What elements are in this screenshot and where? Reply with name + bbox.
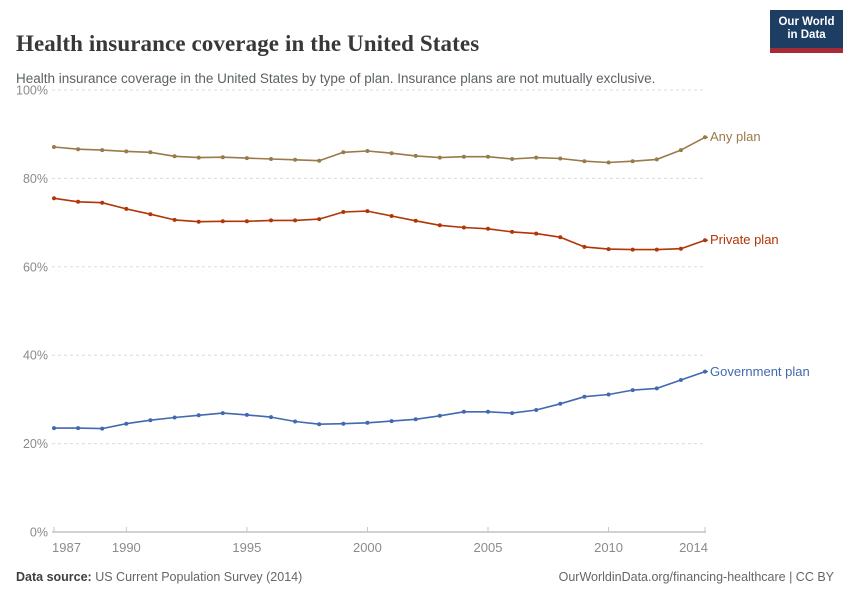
chart-subtitle: Health insurance coverage in the United States by type of plan. Insurance plans are not mutually exclusive. bbox=[16, 70, 656, 86]
data-point-any-plan bbox=[655, 157, 659, 161]
x-axis-tick-label: 2010 bbox=[594, 540, 624, 555]
y-axis-tick-label: 60% bbox=[22, 260, 48, 275]
x-axis-tick-label: 2000 bbox=[352, 540, 382, 555]
owid-logo-text-line2: in Data bbox=[787, 29, 826, 41]
data-point-any-plan bbox=[341, 150, 345, 154]
data-point-private-plan bbox=[52, 196, 56, 200]
x-axis-tick-label: 2014 bbox=[679, 540, 708, 555]
data-point-government-plan bbox=[462, 410, 466, 414]
data-point-any-plan bbox=[197, 156, 201, 160]
data-point-any-plan bbox=[76, 147, 80, 151]
data-point-any-plan bbox=[221, 155, 225, 159]
data-source-text: US Current Population Survey (2014) bbox=[91, 570, 303, 584]
data-point-government-plan bbox=[197, 413, 201, 417]
data-point-government-plan bbox=[245, 413, 249, 417]
data-point-government-plan bbox=[365, 421, 369, 425]
data-point-private-plan bbox=[414, 219, 418, 223]
data-point-any-plan bbox=[558, 157, 562, 161]
data-source-label: Data source: bbox=[16, 570, 92, 584]
data-point-government-plan bbox=[558, 402, 562, 406]
chart-footer bbox=[16, 569, 834, 587]
chart-title: Health insurance coverage in the United States bbox=[16, 31, 480, 57]
line-chart bbox=[0, 80, 850, 560]
data-point-private-plan bbox=[100, 201, 104, 205]
owid-logo bbox=[770, 10, 843, 53]
data-point-private-plan bbox=[341, 210, 345, 214]
data-point-any-plan bbox=[52, 145, 56, 149]
data-point-any-plan bbox=[148, 150, 152, 154]
data-point-private-plan bbox=[534, 232, 538, 236]
data-point-any-plan bbox=[245, 156, 249, 160]
data-point-any-plan bbox=[679, 148, 683, 152]
data-point-government-plan bbox=[534, 408, 538, 412]
data-point-any-plan bbox=[173, 154, 177, 158]
data-point-government-plan bbox=[582, 395, 586, 399]
x-axis-tick-label: 2005 bbox=[473, 540, 503, 555]
y-axis-tick-label: 20% bbox=[22, 437, 48, 452]
data-point-private-plan bbox=[558, 235, 562, 239]
owid-logo-text-line1: Our World bbox=[778, 16, 835, 28]
series-label-any-plan: Any plan bbox=[710, 129, 761, 145]
data-point-government-plan bbox=[341, 422, 345, 426]
data-point-government-plan bbox=[293, 420, 297, 424]
data-point-private-plan bbox=[293, 218, 297, 222]
data-point-any-plan bbox=[124, 149, 128, 153]
data-point-government-plan bbox=[414, 417, 418, 421]
data-point-government-plan bbox=[269, 415, 273, 419]
data-point-any-plan bbox=[438, 156, 442, 160]
data-point-government-plan bbox=[317, 422, 321, 426]
x-axis-tick-label: 1987 bbox=[52, 540, 81, 555]
y-axis-tick-label: 80% bbox=[22, 171, 48, 186]
data-point-any-plan bbox=[582, 159, 586, 163]
data-point-any-plan bbox=[462, 155, 466, 159]
data-point-any-plan bbox=[390, 151, 394, 155]
data-point-private-plan bbox=[245, 219, 249, 223]
data-point-any-plan bbox=[486, 155, 490, 159]
data-point-private-plan bbox=[197, 220, 201, 224]
data-point-private-plan bbox=[510, 230, 514, 234]
data-point-private-plan bbox=[631, 248, 635, 252]
chart-area bbox=[0, 80, 850, 560]
data-point-government-plan bbox=[655, 386, 659, 390]
data-point-private-plan bbox=[655, 248, 659, 252]
data-point-private-plan bbox=[462, 226, 466, 230]
data-point-private-plan bbox=[365, 209, 369, 213]
data-point-private-plan bbox=[390, 214, 394, 218]
data-source-note bbox=[16, 569, 302, 585]
data-point-government-plan bbox=[124, 422, 128, 426]
data-point-private-plan bbox=[269, 218, 273, 222]
data-point-private-plan bbox=[221, 219, 225, 223]
series-label-government-plan: Government plan bbox=[710, 363, 810, 379]
data-point-any-plan bbox=[317, 159, 321, 163]
series-label-private-plan: Private plan bbox=[710, 232, 779, 248]
data-point-private-plan bbox=[438, 223, 442, 227]
data-point-government-plan bbox=[76, 426, 80, 430]
data-point-private-plan bbox=[679, 247, 683, 251]
series-line-any-plan bbox=[54, 137, 705, 162]
data-point-government-plan bbox=[438, 414, 442, 418]
data-point-private-plan bbox=[148, 212, 152, 216]
data-point-private-plan bbox=[173, 218, 177, 222]
x-axis-tick-label: 1995 bbox=[232, 540, 262, 555]
data-point-private-plan bbox=[582, 245, 586, 249]
data-point-government-plan bbox=[221, 411, 225, 415]
data-point-any-plan bbox=[607, 161, 611, 165]
y-axis-tick-label: 40% bbox=[22, 348, 48, 363]
data-point-government-plan bbox=[52, 426, 56, 430]
data-point-government-plan bbox=[100, 427, 104, 431]
data-point-private-plan bbox=[607, 247, 611, 251]
data-point-private-plan bbox=[76, 200, 80, 204]
series-line-private-plan bbox=[54, 198, 705, 249]
data-point-government-plan bbox=[486, 410, 490, 414]
y-axis-tick-label: 100% bbox=[16, 83, 48, 98]
data-point-any-plan bbox=[510, 157, 514, 161]
data-point-any-plan bbox=[534, 156, 538, 160]
data-point-any-plan bbox=[365, 149, 369, 153]
data-point-private-plan bbox=[124, 207, 128, 211]
data-point-any-plan bbox=[414, 154, 418, 158]
data-point-any-plan bbox=[293, 158, 297, 162]
data-point-any-plan bbox=[100, 148, 104, 152]
data-point-government-plan bbox=[510, 411, 514, 415]
data-point-government-plan bbox=[173, 416, 177, 420]
data-point-any-plan bbox=[269, 157, 273, 161]
data-point-government-plan bbox=[390, 419, 394, 423]
owid-url-link[interactable]: OurWorldinData.org/financing-healthcare | CC BY bbox=[558, 570, 834, 584]
data-point-any-plan bbox=[631, 159, 635, 163]
data-point-government-plan bbox=[631, 388, 635, 392]
data-point-private-plan bbox=[317, 217, 321, 221]
data-point-government-plan bbox=[148, 418, 152, 422]
data-point-government-plan bbox=[679, 378, 683, 382]
data-point-private-plan bbox=[486, 227, 490, 231]
y-axis-tick-label: 0% bbox=[29, 525, 48, 540]
x-axis-tick-label: 1990 bbox=[111, 540, 141, 555]
data-point-government-plan bbox=[607, 393, 611, 397]
